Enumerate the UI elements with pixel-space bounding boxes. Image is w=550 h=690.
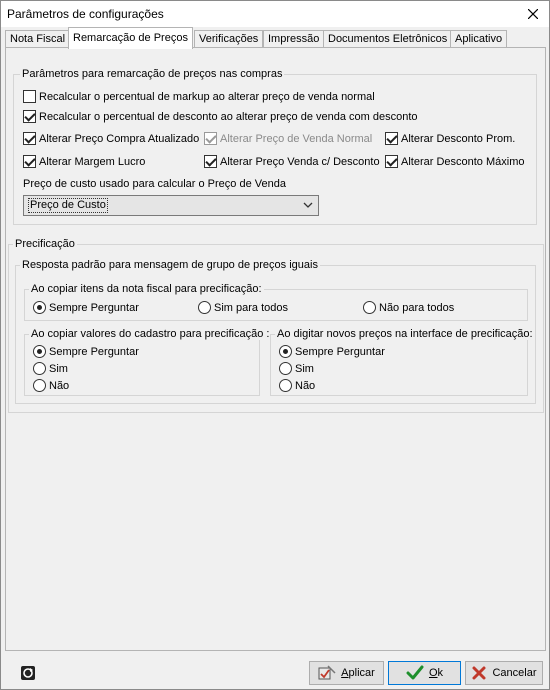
tab-verificacoes[interactable]: Verificações xyxy=(194,30,263,48)
alterar-desc-prom-label: Alterar Desconto Prom. xyxy=(401,132,516,145)
digitar-novos-option-sim[interactable] xyxy=(279,362,314,375)
alterar-venda-desc-label: Alterar Preço Venda c/ Desconto xyxy=(220,155,380,168)
apply-icon xyxy=(318,665,336,681)
tab-impressao[interactable]: Impressão xyxy=(263,30,324,48)
recalc-markup-label: Recalcular o percentual de markup ao alterar preço de venda normal xyxy=(39,90,375,103)
copiar-cadastro-option-label: Sempre Perguntar xyxy=(49,345,139,358)
alterar-venda-normal-label: Alterar Preço de Venda Normal xyxy=(220,132,373,145)
radio-button[interactable] xyxy=(363,301,376,314)
custo-select[interactable] xyxy=(23,195,319,216)
cancelar-button[interactable] xyxy=(465,661,543,685)
cancelar-label: Cancelar xyxy=(492,667,537,679)
digitar-novos-option-sempre[interactable] xyxy=(279,345,385,358)
radio-button[interactable] xyxy=(279,345,292,358)
resposta-group xyxy=(15,259,536,404)
checkbox-box[interactable] xyxy=(23,110,36,123)
alterar-margem-checkbox[interactable] xyxy=(23,155,145,168)
alterar-venda-normal-checkbox[interactable] xyxy=(204,132,372,145)
alterar-compra-label: Alterar Preço Compra Atualizado xyxy=(39,132,200,145)
copiar-cadastro-option-nao[interactable] xyxy=(33,379,69,392)
title-bar xyxy=(1,1,549,27)
chevron-down-icon xyxy=(302,199,314,211)
radio-button[interactable] xyxy=(33,301,46,314)
digitar-novos-title: Ao digitar novos preços na interface de precificação: xyxy=(277,328,533,340)
custo-label-row xyxy=(23,178,286,190)
remarcacao-group-title: Parâmetros para remarcação de preços nas compras xyxy=(22,68,283,80)
refresh-icon[interactable] xyxy=(20,665,36,681)
copiar-nota-option-label: Sim para todos xyxy=(214,301,288,314)
copiar-cadastro-option-sim[interactable] xyxy=(33,362,68,375)
precificacao-group xyxy=(8,238,544,413)
recalc-desconto-checkbox[interactable] xyxy=(23,110,418,123)
radio-button[interactable] xyxy=(279,362,292,375)
button-bar xyxy=(1,652,549,690)
alterar-desc-max-label: Alterar Desconto Máximo xyxy=(401,155,525,168)
custo-select-value: Preço de Custo xyxy=(30,199,106,211)
radio-button[interactable] xyxy=(198,301,211,314)
tab-nota-fiscal[interactable]: Nota Fiscal xyxy=(5,30,70,48)
checkbox-box[interactable] xyxy=(23,90,36,103)
aplicar-label: Aplicar xyxy=(341,667,375,679)
checkbox-box[interactable] xyxy=(204,155,217,168)
radio-button[interactable] xyxy=(279,379,292,392)
digitar-novos-option-label: Sempre Perguntar xyxy=(295,345,385,358)
ok-label: Ok xyxy=(428,667,444,679)
window-title: Parâmetros de configurações xyxy=(7,7,164,21)
copiar-cadastro-group xyxy=(24,328,270,396)
close-button[interactable] xyxy=(521,3,545,25)
custo-label: Preço de custo usado para calcular o Preço de Venda xyxy=(23,178,286,190)
radio-button[interactable] xyxy=(33,379,46,392)
copiar-nota-title: Ao copiar itens da nota fiscal para precificação: xyxy=(31,283,262,295)
alterar-desc-max-checkbox[interactable] xyxy=(385,155,525,168)
checkbox-box[interactable] xyxy=(204,132,217,145)
recalc-desconto-label: Recalcular o percentual de desconto ao alterar preço de venda com desconto xyxy=(39,110,418,123)
copiar-cadastro-title: Ao copiar valores do cadastro para precificação : xyxy=(31,328,270,340)
cancel-x-icon xyxy=(471,665,487,681)
copiar-cadastro-option-label: Não xyxy=(49,379,70,392)
tab-remarcacao-precos[interactable]: Remarcação de Preços xyxy=(68,27,193,49)
checkbox-box[interactable] xyxy=(23,132,36,145)
copiar-nota-option-label: Não para todos xyxy=(379,301,455,314)
tab-documentos-eletronicos[interactable]: Documentos Eletrônicos xyxy=(323,30,452,48)
tab-strip xyxy=(5,29,545,48)
copiar-nota-option-label: Sempre Perguntar xyxy=(49,301,139,314)
digitar-novos-option-nao[interactable] xyxy=(279,379,315,392)
precificacao-group-title: Precificação xyxy=(15,238,75,250)
tab-panel-remarcacao xyxy=(5,47,546,651)
checkbox-box[interactable] xyxy=(385,132,398,145)
resposta-group-title: Resposta padrão para mensagem de grupo de preços iguais xyxy=(22,259,318,271)
copiar-nota-option-nao[interactable] xyxy=(363,301,454,314)
alterar-margem-label: Alterar Margem Lucro xyxy=(39,155,146,168)
copiar-cadastro-option-sempre[interactable] xyxy=(33,345,139,358)
copiar-cadastro-option-label: Sim xyxy=(49,362,68,375)
copiar-nota-option-sim[interactable] xyxy=(198,301,288,314)
alterar-compra-checkbox[interactable] xyxy=(23,132,199,145)
checkbox-box[interactable] xyxy=(385,155,398,168)
alterar-desc-prom-checkbox[interactable] xyxy=(385,132,515,145)
digitar-novos-group xyxy=(270,328,533,396)
close-icon xyxy=(528,9,538,19)
alterar-venda-desc-checkbox[interactable] xyxy=(204,155,380,168)
ok-button[interactable] xyxy=(388,661,461,685)
copiar-nota-option-sempre[interactable] xyxy=(33,301,139,314)
checkbox-box[interactable] xyxy=(23,155,36,168)
radio-button[interactable] xyxy=(33,345,46,358)
radio-button[interactable] xyxy=(33,362,46,375)
checkmark-icon xyxy=(406,665,424,681)
digitar-novos-option-label: Sim xyxy=(295,362,314,375)
digitar-novos-option-label: Não xyxy=(295,379,316,392)
copiar-nota-group xyxy=(24,283,528,321)
recalc-markup-checkbox[interactable] xyxy=(23,90,375,103)
aplicar-button[interactable] xyxy=(309,661,384,685)
tab-aplicativo[interactable]: Aplicativo xyxy=(450,30,507,48)
